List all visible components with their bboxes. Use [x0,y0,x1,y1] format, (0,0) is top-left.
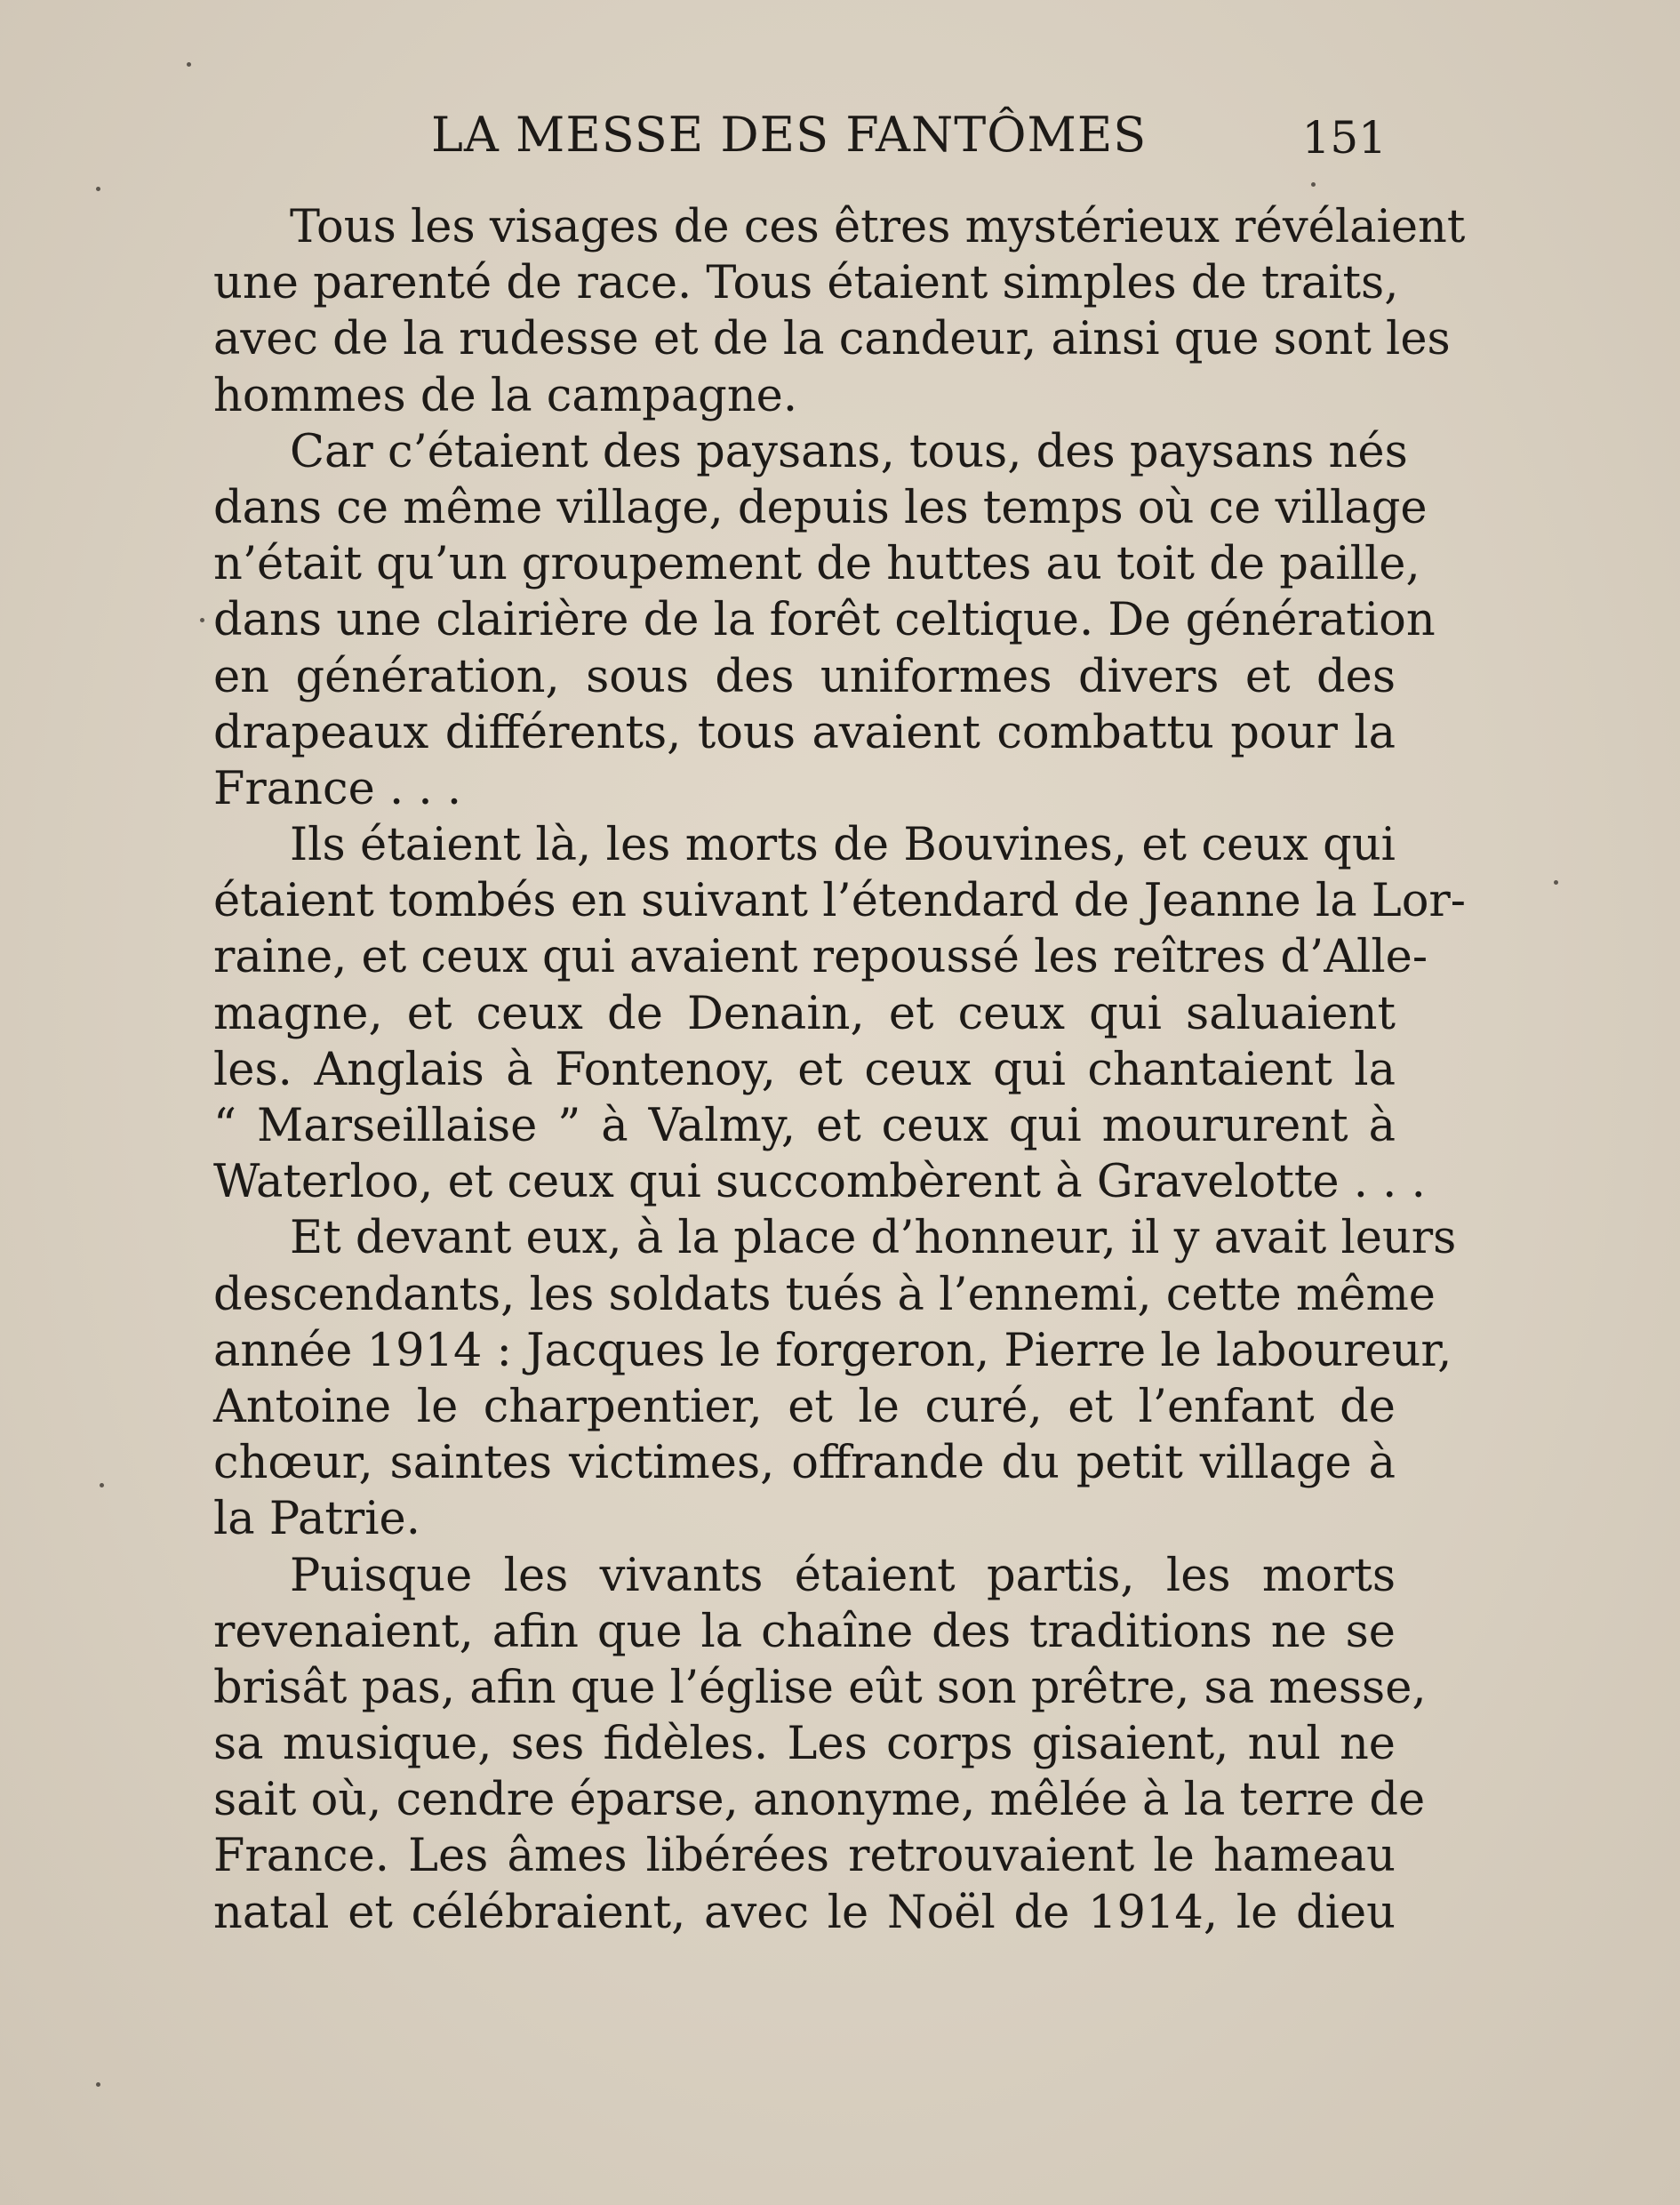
text-line: en génération, sous des uniformes divers et des [213,650,1396,703]
text-line: “ Marseillaise ” à Valmy, et ceux qui moururent à [213,1100,1396,1152]
text-line: n’était qu’un groupement de huttes au toit de paille, [213,538,1420,591]
text-line: drapeaux différents, tous avaient combattu pour la [213,706,1396,759]
text-line: chœur, saintes victimes, offrande du petit village à [213,1437,1396,1490]
text-line: sait où, cendre éparse, anonyme, mêlée à la terre de [213,1774,1426,1827]
text-line: brisât pas, afin que l’église eût son prêtre, sa messe, [213,1661,1427,1714]
page-number: 151 [1301,112,1387,164]
text-line: une parenté de race. Tous étaient simples de traits, [213,257,1399,310]
text-line: natal et célébraient, avec le Noël de 1914, le dieu [213,1886,1396,1939]
page-header [213,100,1396,171]
paragraph-4 [213,1210,1457,1547]
text-line: étaient tombés en suivant l’étendard de Jeanne la Lor- [213,875,1467,928]
text-line: France. Les âmes libérées retrouvaient le hameau [213,1830,1396,1883]
text-line: Antoine le charpentier, et le curé, et l’enfant de [213,1380,1396,1433]
text-line: Car c’étaient des paysans, tous, des paysans nés [290,425,1408,478]
paragraph-3 [213,817,1467,1210]
paper-speck [100,1483,104,1487]
paper-speck [200,618,204,622]
body-text [213,199,1467,1941]
text-line: revenaient, afin que la chaîne des traditions ne se [213,1605,1396,1658]
text-line: dans ce même village, depuis les temps où ce village [213,481,1428,534]
text-line: dans une clairière de la forêt celtique. De génération [213,594,1436,647]
paragraph-2 [213,424,1436,817]
paper-speck [96,187,100,191]
paper-speck [187,62,191,67]
text-line: Et devant eux, à la place d’honneur, il y avait leurs [290,1212,1457,1265]
text-line: hommes de la campagne. [213,369,798,422]
text-line: année 1914 : Jacques le forgeron, Pierre le laboureur, [213,1324,1452,1377]
text-line: les. Anglais à Fontenoy, et ceux qui chantaient la [213,1043,1396,1096]
paper-speck [1311,182,1316,187]
paragraph-5 [213,1548,1427,1941]
text-line: France . . . [213,762,462,815]
paragraph-1 [213,199,1466,424]
text-line: descendants, les soldats tués à l’ennemi, cette même [213,1268,1436,1321]
text-line: magne, et ceux de Denain, et ceux qui saluaient [213,987,1396,1040]
paper-speck [1554,880,1558,885]
text-line: avec de la rudesse et de la candeur, ainsi que sont les [213,313,1451,366]
text-line: la Patrie. [213,1493,420,1546]
text-line: sa musique, ses fidèles. Les corps gisaient, nul ne [213,1718,1396,1771]
text-line: Puisque les vivants étaient partis, les morts [290,1549,1396,1602]
text-line: Ils étaient là, les morts de Bouvines, et ceux qui [290,819,1396,872]
paper-speck [96,2082,100,2087]
text-line: Tous les visages de ces êtres mystérieux révélaient [290,201,1466,253]
text-line: Waterloo, et ceux qui succombèrent à Gravelotte . . . [213,1156,1426,1209]
running-title: LA MESSE DES FANTÔMES [431,107,1148,163]
text-line: raine, et ceux qui avaient repoussé les reîtres d’Alle- [213,931,1428,984]
